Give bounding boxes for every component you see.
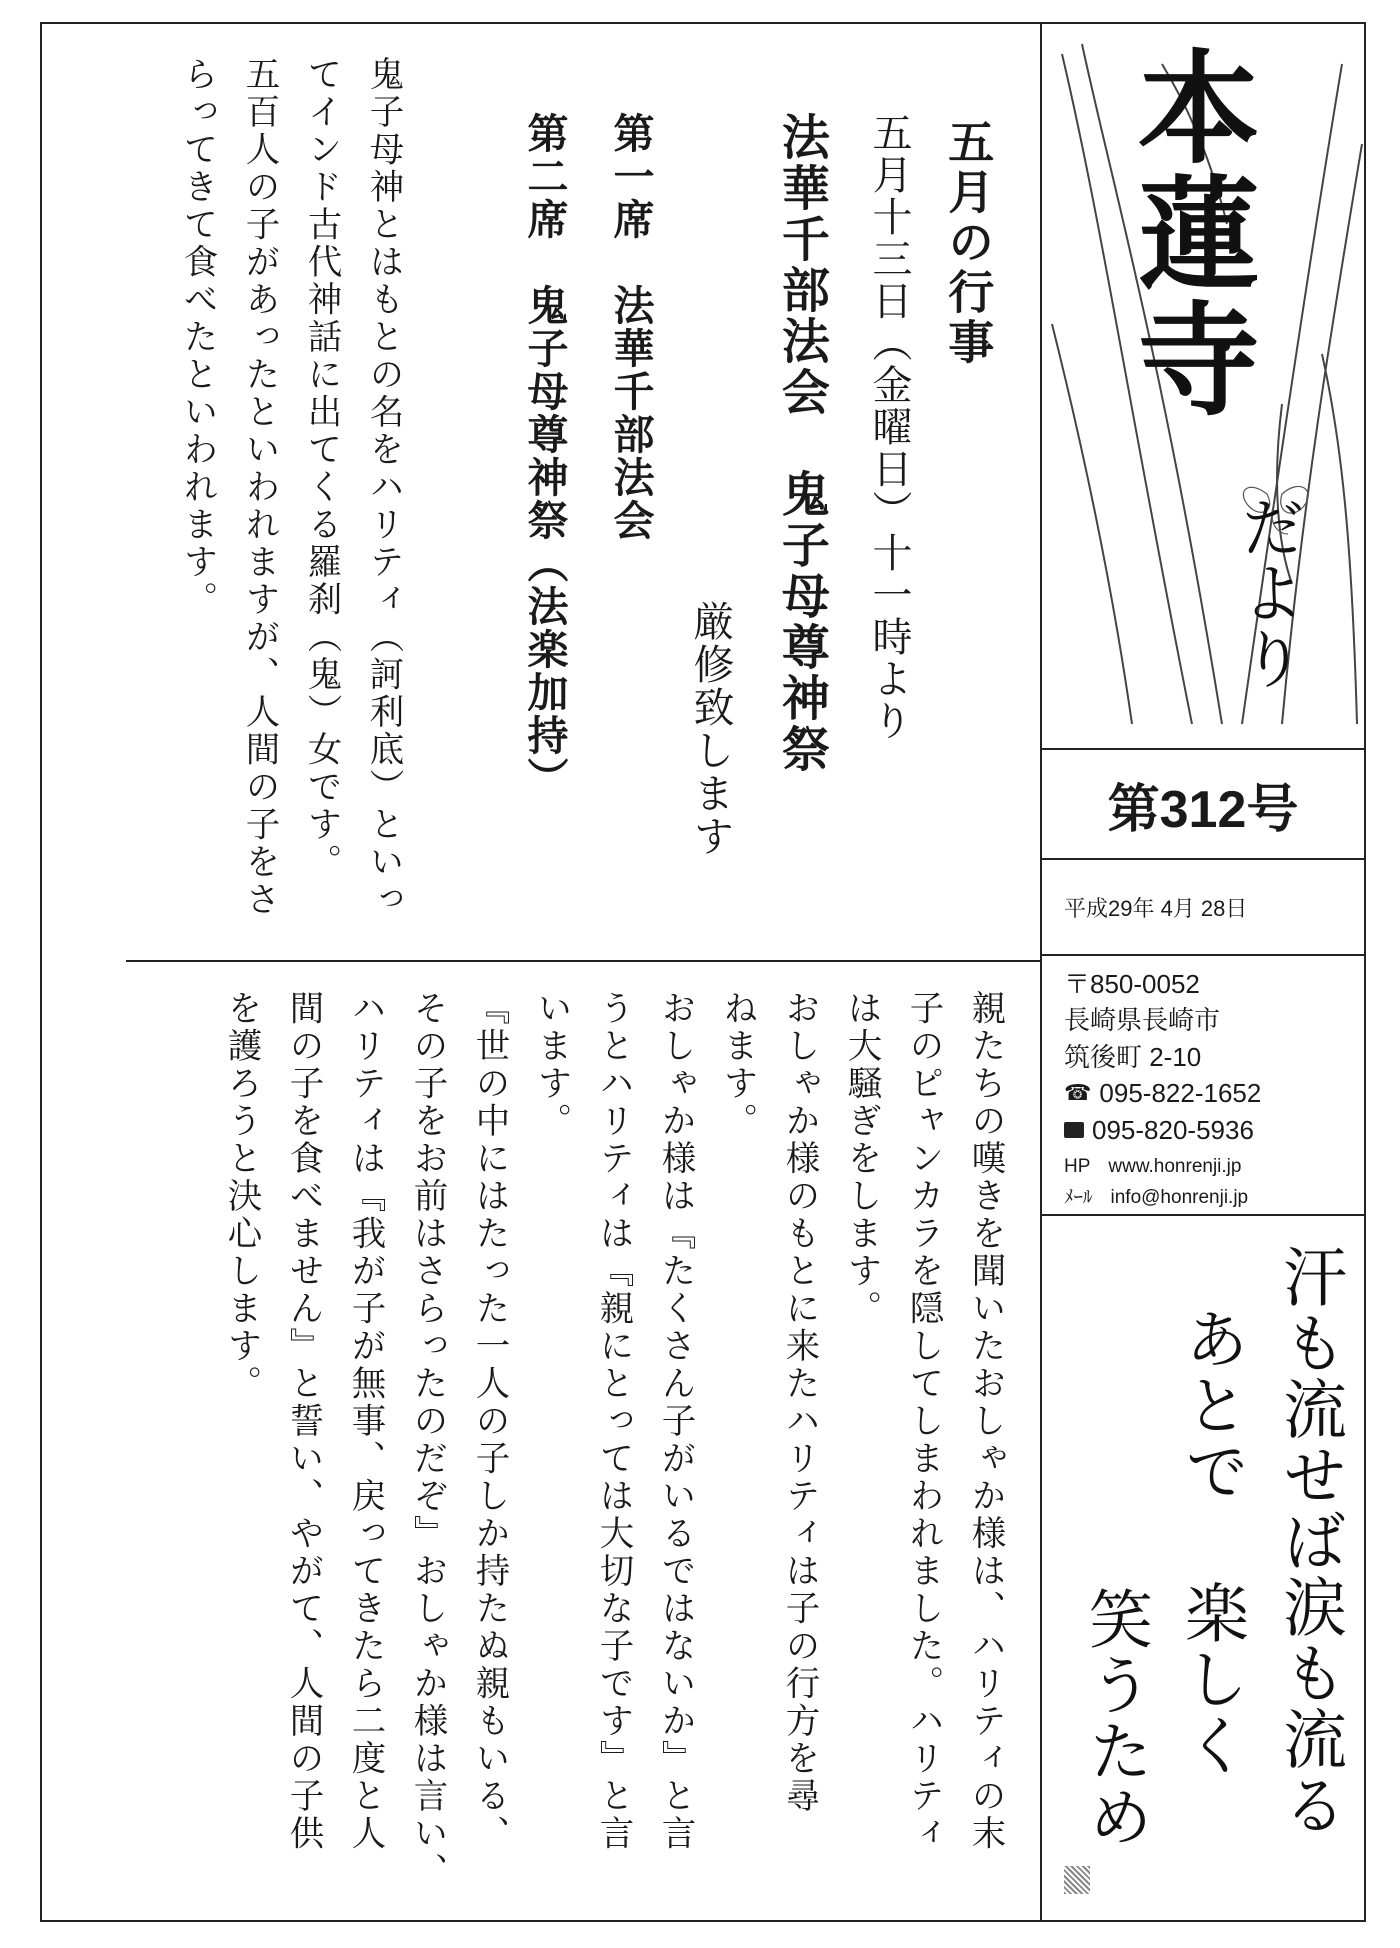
hp-label: HP: [1064, 1155, 1091, 1177]
event-seat-1: 第一席 法華千部法会: [606, 112, 655, 542]
phone-icon: ☎: [1064, 1079, 1092, 1105]
signature-seal: [1064, 1866, 1090, 1894]
hp-row: [1064, 1154, 1364, 1181]
fax-icon: [1064, 1122, 1084, 1138]
story-top-col-3: 五百人の子があったといわれますが、人間の子をさ: [239, 56, 279, 919]
calligraphy-line-1: 汗も流せば涙も流る: [1272, 1244, 1346, 1838]
event-title: 法華千部法会 鬼子母尊神祭: [773, 112, 830, 775]
story-top-col-4: らってきて食べたといわれます。: [177, 56, 217, 619]
story-top-col-2: てインド古代神話に出てくる羅刹（鬼）女です。: [301, 56, 341, 881]
hp-link[interactable]: www.honrenji.jp: [1108, 1155, 1242, 1177]
story-bottom-col-3: は大騒ぎをします。: [841, 990, 881, 1328]
date-box: [1042, 860, 1364, 956]
event-date: 五月十三日（金曜日）十一時より: [866, 112, 912, 742]
issue-number: 第312号: [1107, 780, 1299, 839]
address-line-1: 長崎県長崎市: [1064, 1005, 1221, 1036]
story-bottom: [140, 990, 1030, 1890]
story-bottom-col-4: おしゃか様のもとに来たハリティは子の行方を尋: [779, 990, 819, 1815]
story-bottom-col-7: うとハリティは『親にとっては大切な子です』と言: [593, 990, 633, 1853]
masthead-title: 本蓮寺: [1117, 44, 1262, 422]
issue-box: [1042, 750, 1364, 860]
tel-row: [1064, 1075, 1364, 1111]
story-bottom-col-13: を護ろうと決心します。: [221, 990, 261, 1403]
calligraphy-line-2: あとで 楽しく: [1174, 1306, 1248, 1778]
story-bottom-col-10: その子をお前はさらったのだぞ』おしゃか様は言い、: [407, 990, 447, 1890]
contact-box: [1042, 956, 1364, 1216]
masthead: [1042, 24, 1364, 750]
section-divider: [126, 960, 1040, 962]
mail-label: ﾒｰﾙ: [1064, 1186, 1093, 1208]
fax-row: [1064, 1112, 1364, 1148]
calligraphy-box: [1042, 1216, 1364, 1916]
event-seat-2: 第二席 鬼子母尊神祭（法楽加持）: [520, 112, 569, 800]
address-line-2: 筑後町 2-10: [1064, 1041, 1202, 1072]
story-bottom-col-11: ハリティは『我が子が無事、戻ってきたら二度と人: [345, 990, 385, 1853]
story-bottom-col-1: 親たちの嘆きを聞いたおしゃか様は、ハリティの末: [965, 990, 1005, 1853]
event-heading: 五月の行事: [941, 118, 996, 368]
event-note: 厳修致します: [686, 600, 735, 858]
story-top-col-1: 鬼子母神とはもとの名をハリティ（訶利底）といっ: [363, 56, 403, 919]
right-panel: [1042, 24, 1364, 1920]
story-bottom-col-9: 『世の中にはたった一人の子しか持たぬ親もいる、: [469, 990, 509, 1853]
postal-code: 〒850-0052: [1064, 969, 1200, 999]
calligraphy-line-3: 笑うため: [1078, 1586, 1152, 1850]
masthead-subtitle: だより: [1230, 494, 1305, 692]
story-bottom-col-5: ねます。: [717, 990, 757, 1140]
mail-row: [1064, 1185, 1364, 1212]
story-bottom-col-2: 子のピャンカラを隠してしまわれました。ハリティ: [903, 990, 943, 1853]
story-bottom-col-12: 間の子を食べません』と誓い、やがて、人間の子供: [283, 990, 323, 1853]
story-top: [140, 56, 410, 946]
tel-number[interactable]: 095-822-1652: [1099, 1078, 1262, 1109]
mail-link[interactable]: info@honrenji.jp: [1110, 1186, 1249, 1208]
story-bottom-col-6: おしゃか様は『たくさん子がいるではないか』と言: [655, 990, 695, 1853]
issue-date: 平成29年 4月 28日: [1064, 895, 1248, 921]
story-bottom-col-8: います。: [531, 990, 571, 1140]
fax-number: 095-820-5936: [1092, 1114, 1254, 1145]
